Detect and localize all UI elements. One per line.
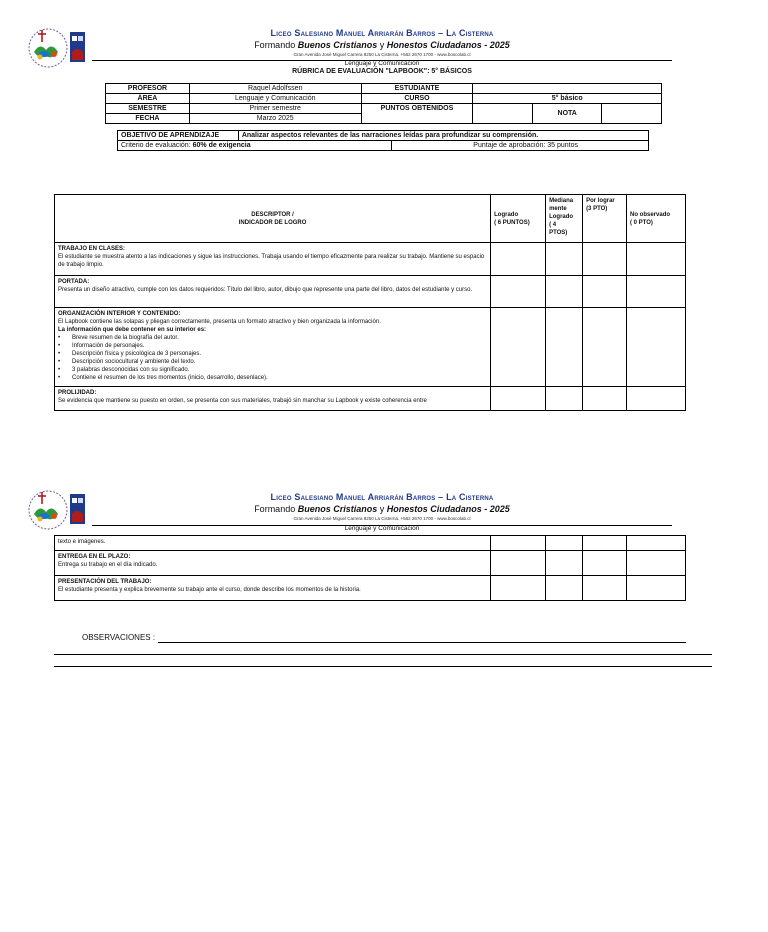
puntos-label: PUNTOS OBTENIDOS: [361, 104, 473, 124]
criterio-evaluacion: Criterio de evaluación: 60% de exigencia: [118, 141, 392, 151]
criterion-presentacion: PRESENTACIÓN DEL TRABAJO: El estudiante presenta y explica brevemente su trabajo ante el curso, donde describe los momentos de la historia.: [55, 576, 491, 601]
score-cell-por-lograr[interactable]: [583, 536, 627, 551]
score-cell-logrado[interactable]: [491, 387, 546, 411]
area-label: ÁREA: [106, 94, 190, 104]
list-item: • 3 palabras desconocidas con su significado.: [72, 366, 487, 374]
criterion-trabajo-clases: TRABAJO EN CLASES: El estudiante se muestra atento a las indicaciones y sigue las instrucciones. Trabaja usando el tiempo eficazmente para realizar su trabajo. Mantiene su espacio de trabajo limpio.: [55, 243, 491, 276]
school-logo: [26, 24, 88, 74]
school-logo: [26, 486, 88, 536]
observaciones-line[interactable]: [158, 642, 686, 643]
curso-label: CURSO: [361, 94, 473, 104]
objective-text: Analizar aspectos relevantes de las narraciones leídas para profundizar su comprensión.: [238, 131, 648, 141]
school-motto: Formando Buenos Cristianos y Honestos Ciudadanos - 2025: [254, 40, 510, 50]
table-row: [55, 576, 686, 601]
score-cell-por-lograr[interactable]: [583, 576, 627, 601]
criterion-prolijidad: PROLIJIDAD: Se evidencia que mantiene su puesto en orden, se presenta con sus materiales, trabajó sin manchar su Lapbook y existe coherencia entre: [55, 387, 491, 411]
logrado-header: Logrado ( 6 PUNTOS): [491, 195, 546, 243]
nota-label: NOTA: [533, 104, 602, 124]
por-lograr-header: Por lograr (3 PTO): [583, 195, 627, 243]
score-cell-medianamente[interactable]: [546, 536, 583, 551]
estudiante-field[interactable]: [473, 84, 662, 94]
descriptor-header: DESCRIPTOR / INDICADOR DE LOGRO: [55, 195, 491, 243]
score-cell-por-lograr[interactable]: [583, 551, 627, 576]
criterion-organizacion: ORGANIZACIÓN INTERIOR Y CONTENIDO: El Lapbook contiene las solapas y pliegan correctamente, presenta un formato atractivo y bien organizada la información. La información que debe contener en su interior es: • Breve resumen de la biografía del autor. • Información de personajes. • Descripción física y psicológica de 3 personajes. • Descripción sociocultural y ambiente del texto. • 3 palabras desconocidas con su significado. • Contiene el resumen de los tres momentos (inicio, desarrollo, desenlace).: [55, 308, 491, 387]
profesor-value: Raquel Adolfssen: [189, 84, 361, 94]
objective-table: [117, 130, 649, 151]
fecha-label: FECHA: [106, 114, 190, 124]
score-cell-medianamente[interactable]: [546, 551, 583, 576]
semestre-value: Primer semestre: [189, 104, 361, 114]
criterion-portada: PORTADA: Presenta un diseño atractivo, cumple con los datos requeridos: Título del libro, autor, dibujo que represente una parte del libro, datos del estudiante y curso.: [55, 276, 491, 308]
score-cell-medianamente[interactable]: [546, 576, 583, 601]
list-item: • Contiene el resumen de los tres momentos (inicio, desarrollo, desenlace).: [72, 374, 487, 382]
observaciones-label: OBSERVACIONES :: [82, 633, 156, 642]
score-cell-por-lograr[interactable]: [583, 276, 627, 308]
score-cell-no-observado[interactable]: [627, 387, 686, 411]
table-row: [55, 243, 686, 276]
puntos-field[interactable]: [473, 104, 533, 124]
info-table: [105, 83, 662, 124]
profesor-label: PROFESOR: [106, 84, 190, 94]
score-cell-no-observado[interactable]: [627, 276, 686, 308]
score-cell-no-observado[interactable]: [627, 243, 686, 276]
score-cell-no-observado[interactable]: [627, 551, 686, 576]
nota-field[interactable]: [602, 104, 662, 124]
observaciones-line[interactable]: [54, 654, 712, 655]
rubric-table: [54, 194, 686, 411]
score-cell-logrado[interactable]: [491, 551, 546, 576]
score-cell-por-lograr[interactable]: [583, 308, 627, 387]
puntaje-aprobacion: Puntaje de aprobación: 35 puntos: [392, 141, 649, 151]
school-address: Gran Avenida José Miguel Carrera 8250 La Cisterna. +562 2670 1700 - www.boscolab.cl: [293, 516, 471, 521]
no-observado-header: No observado ( 0 PTO): [627, 195, 686, 243]
score-cell-medianamente[interactable]: [546, 308, 583, 387]
table-row: [55, 276, 686, 308]
score-cell-no-observado[interactable]: [627, 576, 686, 601]
score-cell-medianamente[interactable]: [546, 243, 583, 276]
department-label: Lenguaje y Comunicación: [344, 60, 420, 67]
semestre-label: SEMESTRE: [106, 104, 190, 114]
fecha-value: Marzo 2025: [189, 114, 361, 124]
curso-value: 5° básico: [473, 94, 662, 104]
list-item: • Información de personajes.: [72, 342, 487, 350]
content-requirements-list: [72, 334, 487, 382]
school-name: Liceo Salesiano Manuel Arriarán Barros – La Cisterna: [270, 492, 494, 502]
criterion-prolijidad-continued: texto e imágenes.: [55, 536, 491, 551]
score-cell-no-observado[interactable]: [627, 536, 686, 551]
table-row: [55, 536, 686, 551]
school-name: Liceo Salesiano Manuel Arriarán Barros – La Cisterna: [270, 28, 494, 38]
score-cell-medianamente[interactable]: [546, 276, 583, 308]
department-label: Lenguaje y Comunicación: [344, 525, 420, 532]
score-cell-logrado[interactable]: [491, 308, 546, 387]
score-cell-logrado[interactable]: [491, 536, 546, 551]
school-motto: Formando Buenos Cristianos y Honestos Ciudadanos - 2025: [254, 504, 510, 514]
estudiante-label: ESTUDIANTE: [361, 84, 473, 94]
observaciones-line[interactable]: [54, 666, 712, 667]
score-cell-medianamente[interactable]: [546, 387, 583, 411]
list-item: • Descripción sociocultural y ambiente del texto.: [72, 358, 487, 366]
table-row: [55, 308, 686, 387]
table-row: [55, 551, 686, 576]
score-cell-por-lograr[interactable]: [583, 387, 627, 411]
list-item: • Descripción física y psicológica de 3 personajes.: [72, 350, 487, 358]
rubric-title: RÚBRICA DE EVALUACIÓN "LAPBOOK": 5° BÁSICOS: [292, 68, 472, 75]
area-value: Lenguaje y Comunicación: [189, 94, 361, 104]
rubric-table-continued: [54, 535, 686, 601]
school-address: Gran Avenida José Miguel Carrera 8250 La Cisterna. +562 2670 1700 - www.boscolab.cl: [293, 52, 471, 57]
score-cell-logrado[interactable]: [491, 576, 546, 601]
score-cell-logrado[interactable]: [491, 243, 546, 276]
table-row: [55, 387, 686, 411]
score-cell-no-observado[interactable]: [627, 308, 686, 387]
score-cell-por-lograr[interactable]: [583, 243, 627, 276]
medianamente-header: Mediana mente Logrado ( 4 PTOS): [546, 195, 583, 243]
criterion-entrega-plazo: ENTREGA EN EL PLAZO: Entrega su trabajo en el día indicado.: [55, 551, 491, 576]
score-cell-logrado[interactable]: [491, 276, 546, 308]
objective-label: OBJETIVO DE APRENDIZAJE: [118, 131, 239, 141]
list-item: • Breve resumen de la biografía del autor.: [72, 334, 487, 342]
